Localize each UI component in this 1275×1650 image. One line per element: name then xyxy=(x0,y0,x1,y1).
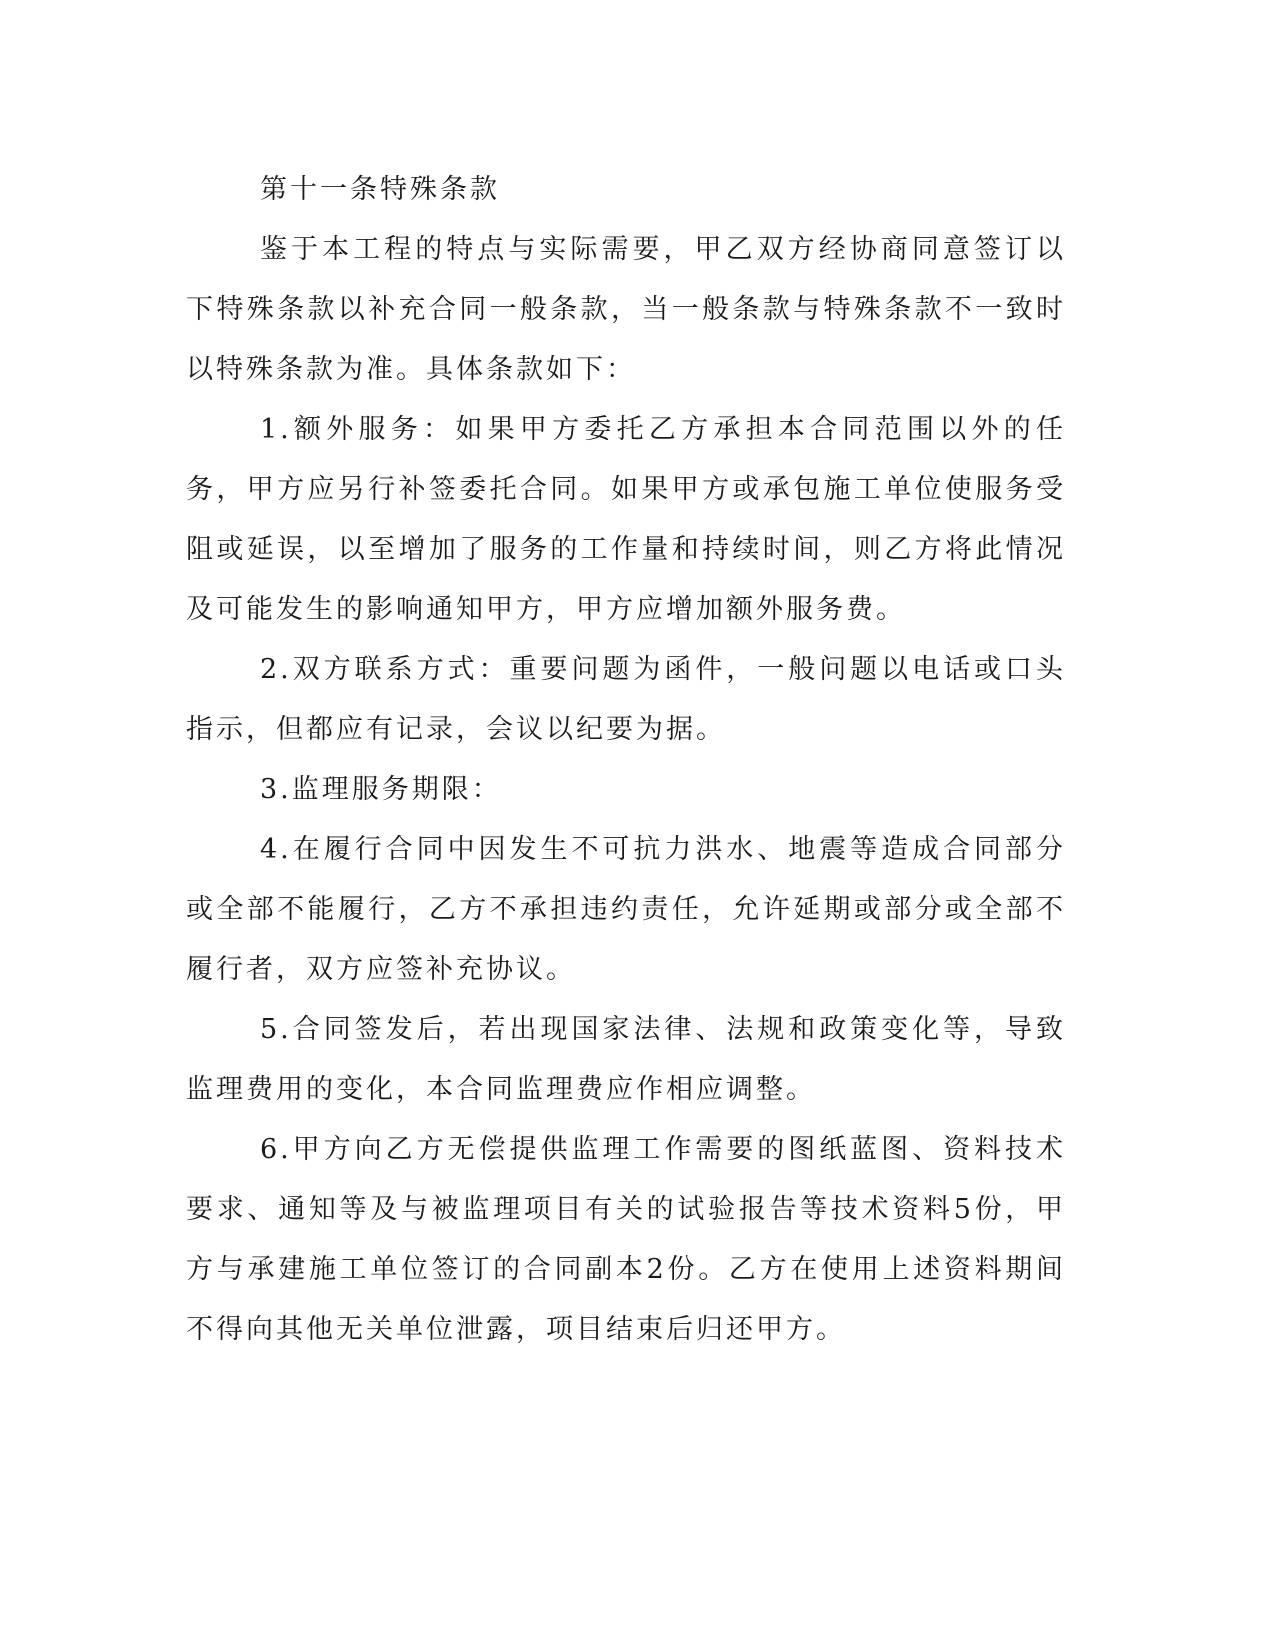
clause-3-service-period: 3.监理服务期限： xyxy=(260,774,502,805)
clause-5-fee-adjustment: 5.合同签发后，若出现国家法律、法规和政策变化等，导致监理费用的变化，本合同监理费应作相应调整。 xyxy=(186,1014,1066,1105)
clause-2-contact-methods: 2.双方联系方式：重要问题为函件，一般问题以电话或口头指示，但都应有记录，会议以纪要为据。 xyxy=(186,654,1066,745)
clause-4-force-majeure: 4.在履行合同中因发生不可抗力洪水、地震等造成合同部分或全部不能履行，乙方不承担违约责任，允许延期或部分或全部不履行者，双方应签补充协议。 xyxy=(186,834,1066,985)
clause-6-materials: 6.甲方向乙方无偿提供监理工作需要的图纸蓝图、资料技术要求、通知等及与被监理项目有关的试验报告等技术资料5份，甲方与承建施工单位签订的合同副本2份。乙方在使用上述资料期间不得向其他无关单位泄露，项目结束后归还甲方。 xyxy=(186,1134,1066,1345)
intro-paragraph: 鉴于本工程的特点与实际需要，甲乙双方经协商同意签订以下特殊条款以补充合同一般条款，当一般条款与特殊条款不一致时以特殊条款为准。具体条款如下： xyxy=(186,234,1066,385)
section-heading: 第十一条特殊条款 xyxy=(260,174,500,205)
document-body xyxy=(186,160,1066,1360)
clause-1-extra-services: 1.额外服务：如果甲方委托乙方承担本合同范围以外的任务，甲方应另行补签委托合同。如果甲方或承包施工单位使服务受阻或延误，以至增加了服务的工作量和持续时间，则乙方将此情况及可能发生的影响通知甲方，甲方应增加额外服务费。 xyxy=(186,414,1066,625)
